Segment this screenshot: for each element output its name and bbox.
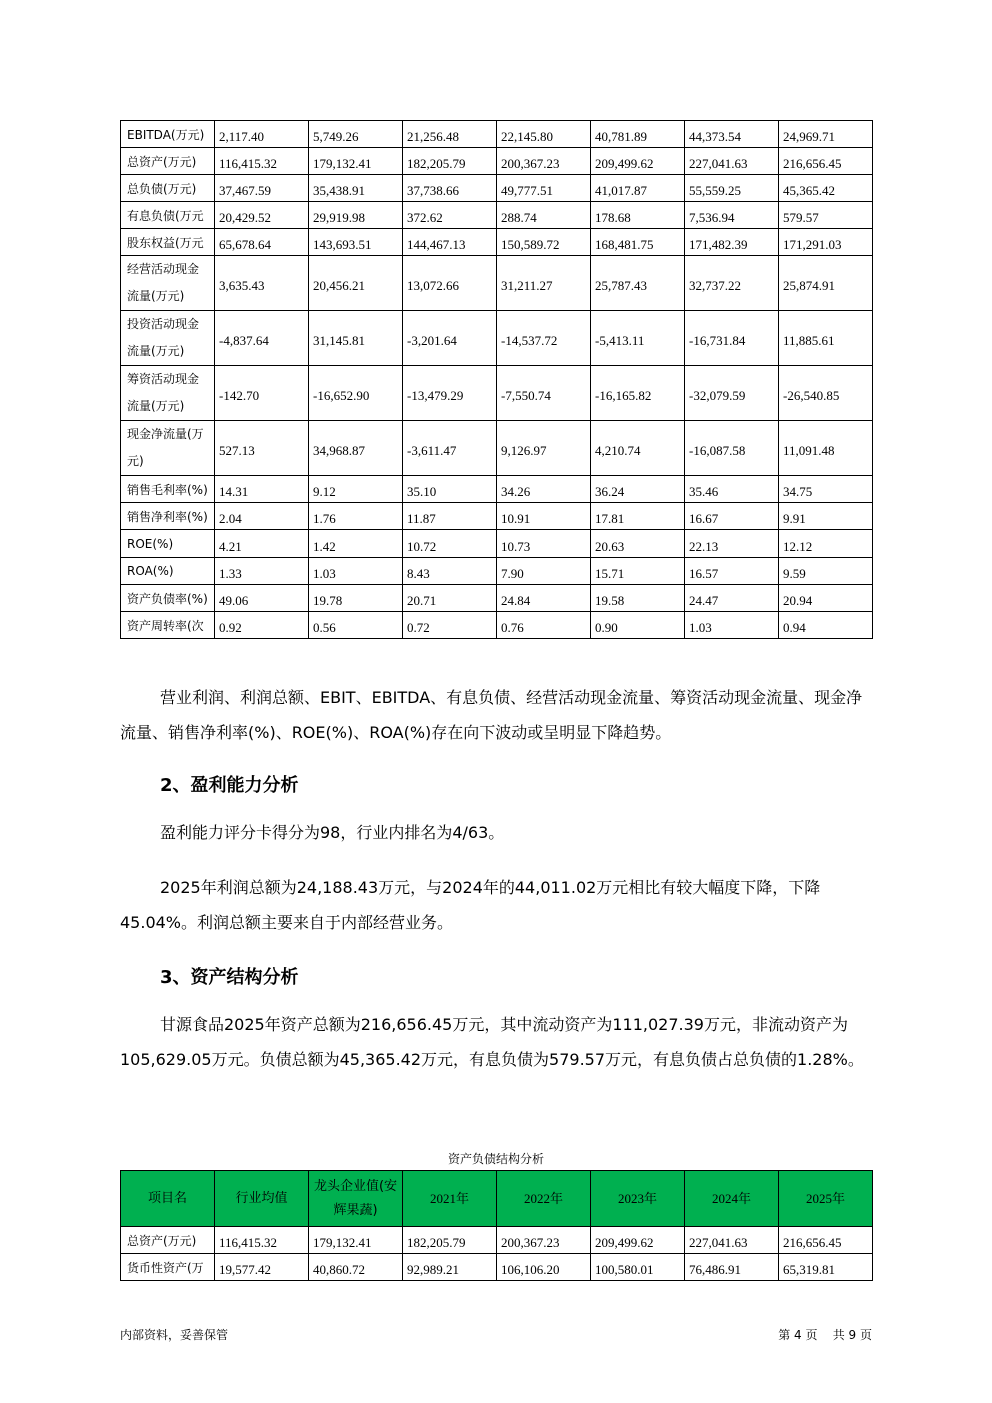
table-cell: 12.12 [779,530,873,558]
table-cell: 182,205.79 [403,148,497,175]
row-label: 总资产(万元) [121,1227,215,1254]
table-cell: 24.47 [685,585,779,612]
table-cell: 20,429.52 [215,202,309,229]
table-cell: 37,738.66 [403,175,497,202]
row-label: ROA(%) [121,558,215,585]
table-cell: 143,693.51 [309,229,403,256]
table-cell: 13,072.66 [403,256,497,311]
trend-paragraph: 营业利润、利润总额、EBIT、EBITDA、有息负债、经营活动现金流量、筹资活动现金流量、现金净流量、销售净利率(%)、ROE(%)、ROA(%)存在向下波动或呈明显下降趋势。 [120,688,863,742]
table-cell: -26,540.85 [779,366,873,421]
table-cell: 11,091.48 [779,421,873,476]
table-cell: 65,319.81 [779,1254,873,1281]
column-header: 2025年 [779,1171,873,1227]
table-cell: 209,499.62 [591,1227,685,1254]
table-cell: 19.78 [309,585,403,612]
table-row [121,476,873,503]
table-cell: -4,837.64 [215,311,309,366]
table-row [121,1227,873,1254]
row-label: 资产周转率(次 [121,612,215,639]
table-row [121,121,873,148]
table-cell: 1.33 [215,558,309,585]
table-cell: 372.62 [403,202,497,229]
table-cell: 171,291.03 [779,229,873,256]
table-cell: 579.57 [779,202,873,229]
table-cell: 209,499.62 [591,148,685,175]
table-cell: 22.13 [685,530,779,558]
table-cell: 527.13 [215,421,309,476]
row-label: 资产负债率(%) [121,585,215,612]
table-row [121,366,873,421]
table-cell: 34.75 [779,476,873,503]
table-row [121,530,873,558]
table-cell: -13,479.29 [403,366,497,421]
table-cell: 45,365.42 [779,175,873,202]
table-cell: 0.56 [309,612,403,639]
table-cell: 21,256.48 [403,121,497,148]
table-cell: 100,580.01 [591,1254,685,1281]
table-cell: 150,589.72 [497,229,591,256]
column-header: 项目名 [121,1171,215,1227]
table-cell: 16.57 [685,558,779,585]
table-cell: 0.94 [779,612,873,639]
table-cell: 31,211.27 [497,256,591,311]
table-cell: 35,438.91 [309,175,403,202]
table-cell: 37,467.59 [215,175,309,202]
table-row [121,148,873,175]
row-label: 股东权益(万元 [121,229,215,256]
table-row [121,421,873,476]
profit-total-paragraph: 2025年利润总额为24,188.43万元，与2024年的44,011.02万元相比有较大幅度下降，下降45.04%。利润总额主要来自于内部经营业务。 [120,878,821,932]
row-label: 总资产(万元) [121,148,215,175]
table-cell: -16,652.90 [309,366,403,421]
table-cell: 10.91 [497,503,591,530]
table-cell: 179,132.41 [309,148,403,175]
table-cell: 15.71 [591,558,685,585]
table-cell: 0.76 [497,612,591,639]
table-cell: 31,145.81 [309,311,403,366]
table-row [121,175,873,202]
table-cell: 116,415.32 [215,1227,309,1254]
row-label: 总负债(万元) [121,175,215,202]
table-cell: 24.84 [497,585,591,612]
table-cell: 1.03 [309,558,403,585]
table-cell: 9,126.97 [497,421,591,476]
table-cell: 20.63 [591,530,685,558]
table-cell: 1.76 [309,503,403,530]
table-cell: 227,041.63 [685,1227,779,1254]
section-heading-profitability: 2、盈利能力分析 [160,775,299,796]
table-cell: 3,635.43 [215,256,309,311]
column-header: 行业均值 [215,1171,309,1227]
table-cell: 1.42 [309,530,403,558]
table-row [121,558,873,585]
table-cell: -16,087.58 [685,421,779,476]
table-cell: 178.68 [591,202,685,229]
table-cell: 8.43 [403,558,497,585]
table-row [121,612,873,639]
table-cell: 182,205.79 [403,1227,497,1254]
table-cell: 216,656.45 [779,1227,873,1254]
table-cell: 106,106.20 [497,1254,591,1281]
table-cell: -16,731.84 [685,311,779,366]
table-cell: 171,482.39 [685,229,779,256]
table-cell: 2.04 [215,503,309,530]
table-cell: 4.21 [215,530,309,558]
row-label: 销售毛利率(%) [121,476,215,503]
table-cell: -7,550.74 [497,366,591,421]
table-cell: 7,536.94 [685,202,779,229]
table-cell: 0.90 [591,612,685,639]
table-cell: 11.87 [403,503,497,530]
table-cell: 200,367.23 [497,1227,591,1254]
table-cell: 4,210.74 [591,421,685,476]
table-cell: 116,415.32 [215,148,309,175]
footer-confidential-note: 内部资料，妥善保管 [120,1328,229,1342]
table-cell: 35.46 [685,476,779,503]
table-row [121,311,873,366]
section-heading-asset-structure: 3、资产结构分析 [160,967,299,988]
table-cell: 40,860.72 [309,1254,403,1281]
row-label: 现金净流量(万元) [121,421,215,476]
table-cell: 65,678.64 [215,229,309,256]
table-cell: 9.91 [779,503,873,530]
table-cell: 35.10 [403,476,497,503]
table-cell: 19,577.42 [215,1254,309,1281]
table-cell: 16.67 [685,503,779,530]
table-cell: 29,919.98 [309,202,403,229]
column-header: 2023年 [591,1171,685,1227]
table-cell: 2,117.40 [215,121,309,148]
table-cell: 20.94 [779,585,873,612]
table-cell: 34,968.87 [309,421,403,476]
table-cell: -16,165.82 [591,366,685,421]
column-header: 2022年 [497,1171,591,1227]
table-cell: -3,611.47 [403,421,497,476]
table-cell: 14.31 [215,476,309,503]
table-cell: -142.70 [215,366,309,421]
table-cell: 76,486.91 [685,1254,779,1281]
row-label: 销售净利率(%) [121,503,215,530]
table-cell: 10.73 [497,530,591,558]
financial-indicators-table [120,120,873,639]
table-cell: 10.72 [403,530,497,558]
table-cell: 9.59 [779,558,873,585]
table-cell: 144,467.13 [403,229,497,256]
table-cell: 200,367.23 [497,148,591,175]
table-cell: 168,481.75 [591,229,685,256]
table-cell: 41,017.87 [591,175,685,202]
table-caption: 资产负债结构分析 [447,1152,544,1166]
table-cell: 20,456.21 [309,256,403,311]
table-cell: 1.03 [685,612,779,639]
table-cell: 49,777.51 [497,175,591,202]
table-cell: 49.06 [215,585,309,612]
table-cell: -3,201.64 [403,311,497,366]
row-label: 经营活动现金流量(万元) [121,256,215,311]
table-cell: 0.92 [215,612,309,639]
table-cell: -14,537.72 [497,311,591,366]
row-label: 投资活动现金流量(万元) [121,311,215,366]
table-row [121,202,873,229]
table-row [121,503,873,530]
table-cell: -5,413.11 [591,311,685,366]
footer-page-number: 第 4 页 共 9 页 [778,1328,872,1342]
table-cell: 44,373.54 [685,121,779,148]
row-label: 筹资活动现金流量(万元) [121,366,215,421]
table-cell: 36.24 [591,476,685,503]
table-cell: 288.74 [497,202,591,229]
table-cell: 20.71 [403,585,497,612]
table-cell: 24,969.71 [779,121,873,148]
table-cell: 34.26 [497,476,591,503]
table-cell: 22,145.80 [497,121,591,148]
table-cell: 9.12 [309,476,403,503]
table-cell: 11,885.61 [779,311,873,366]
table-row [121,256,873,311]
table-row [121,585,873,612]
table-cell: 25,787.43 [591,256,685,311]
table-cell: -32,079.59 [685,366,779,421]
table-cell: 216,656.45 [779,148,873,175]
table-cell: 5,749.26 [309,121,403,148]
row-label: 货币性资产(万 [121,1254,215,1281]
table-cell: 179,132.41 [309,1227,403,1254]
table-cell: 92,989.21 [403,1254,497,1281]
asset-structure-paragraph: 甘源食品2025年资产总额为216,656.45万元，其中流动资产为111,027.39万元，非流动资产为105,629.05万元。负债总额为45,365.42万元，有息负债为579.57万元，有息负债占总负债的1.28%。 [120,1015,864,1069]
table-cell: 17.81 [591,503,685,530]
table-row [121,1254,873,1281]
column-header: 龙头企业值(安辉果蔬) [309,1171,403,1227]
row-label: 有息负债(万元 [121,202,215,229]
table-cell: 55,559.25 [685,175,779,202]
column-header: 2024年 [685,1171,779,1227]
row-label: EBITDA(万元) [121,121,215,148]
balance-sheet-structure-table [120,1170,873,1281]
table-cell: 0.72 [403,612,497,639]
table-cell: 25,874.91 [779,256,873,311]
table-row [121,229,873,256]
table-cell: 40,781.89 [591,121,685,148]
table-cell: 7.90 [497,558,591,585]
profitability-score-paragraph: 盈利能力评分卡得分为98，行业内排名为4/63。 [160,823,505,842]
column-header: 2021年 [403,1171,497,1227]
row-label: ROE(%) [121,530,215,558]
table-cell: 19.58 [591,585,685,612]
table-cell: 227,041.63 [685,148,779,175]
table-cell: 32,737.22 [685,256,779,311]
